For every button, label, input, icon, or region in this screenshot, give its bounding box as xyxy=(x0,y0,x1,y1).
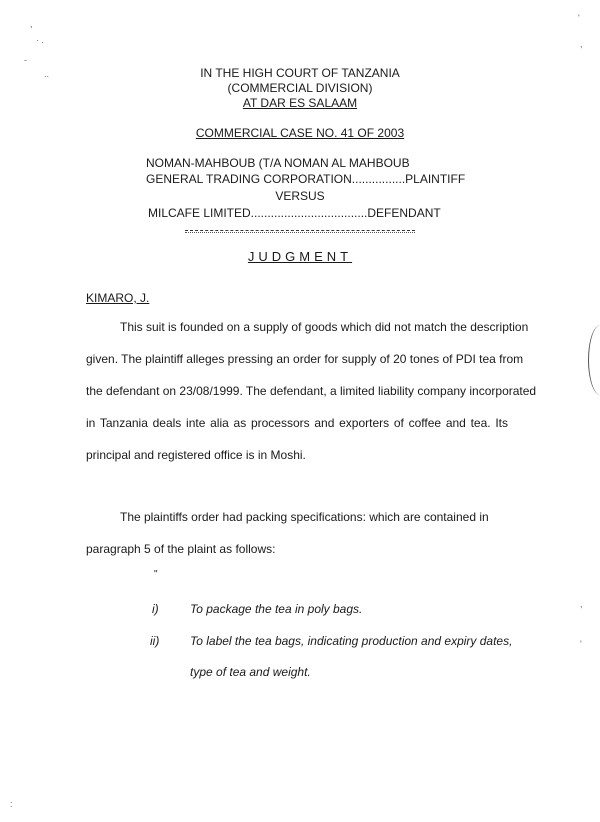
case-number xyxy=(0,126,600,140)
scan-speck: ' xyxy=(580,639,582,649)
scan-speck: - xyxy=(24,55,27,65)
list-item-continuation: type of tea and weight. xyxy=(190,665,311,679)
quote-mark: " xyxy=(154,569,158,580)
list-item-text: To package the tea in poly bags. xyxy=(190,602,363,616)
scan-speck: · . xyxy=(36,35,44,45)
court-location xyxy=(0,96,600,110)
scan-speck: ' xyxy=(578,13,580,23)
paragraph-1-line: given. The plaintiff alleges pressing an order for supply of 20 tones of PDI tea from xyxy=(86,352,524,366)
plaintiff-line-2: GENERAL TRADING CORPORATION................PLAINTIFF xyxy=(146,172,466,186)
scan-speck: , xyxy=(580,599,583,609)
paragraph-1-line: in Tanzania deals inte alia as processors and exporters of coffee and tea. Its xyxy=(86,416,508,430)
judgment-title-text: JUDGMENT xyxy=(247,249,353,264)
list-item-text: To label the tea bags, indicating production and expiry dates, xyxy=(190,634,513,648)
plaintiff-line-1: NOMAN-MAHBOUB (T/A NOMAN AL MAHBOUB xyxy=(146,156,410,170)
versus-label: VERSUS xyxy=(275,189,325,203)
scan-speck: , xyxy=(30,19,33,29)
paragraph-2-line: paragraph 5 of the plaint as follows: xyxy=(86,542,276,556)
separator-rule xyxy=(185,230,415,231)
separator-rule xyxy=(185,232,415,233)
list-item-number: i) xyxy=(152,602,159,616)
judgment-title xyxy=(0,250,600,264)
scan-speck: : xyxy=(10,799,13,809)
binder-mark xyxy=(588,325,600,395)
paragraph-1-line: principal and registered office is in Moshi. xyxy=(86,448,306,462)
judge-name xyxy=(86,291,149,305)
scan-speck: .. xyxy=(44,69,50,79)
list-item-number: ii) xyxy=(150,634,160,648)
case-number-text: COMMERCIAL CASE NO. 41 OF 2003 xyxy=(195,126,405,140)
defendant-line: MILCAFE LIMITED...................................DEFENDANT xyxy=(148,206,441,220)
paragraph-1-line: This suit is founded on a supply of goods which did not match the description xyxy=(120,320,529,334)
court-location-text: AT DAR ES SALAAM xyxy=(242,96,358,110)
court-name: IN THE HIGH COURT OF TANZANIA xyxy=(200,66,400,80)
judge-name-text: KIMARO, J. xyxy=(86,291,150,305)
court-division: (COMMERCIAL DIVISION) xyxy=(227,81,373,95)
paragraph-2-line: The plaintiffs order had packing specifications: which are contained in xyxy=(120,510,489,524)
paragraph-1-line: the defendant on 23/08/1999. The defendant, a limited liability company incorporated xyxy=(86,384,537,398)
scan-speck: , xyxy=(580,39,583,49)
